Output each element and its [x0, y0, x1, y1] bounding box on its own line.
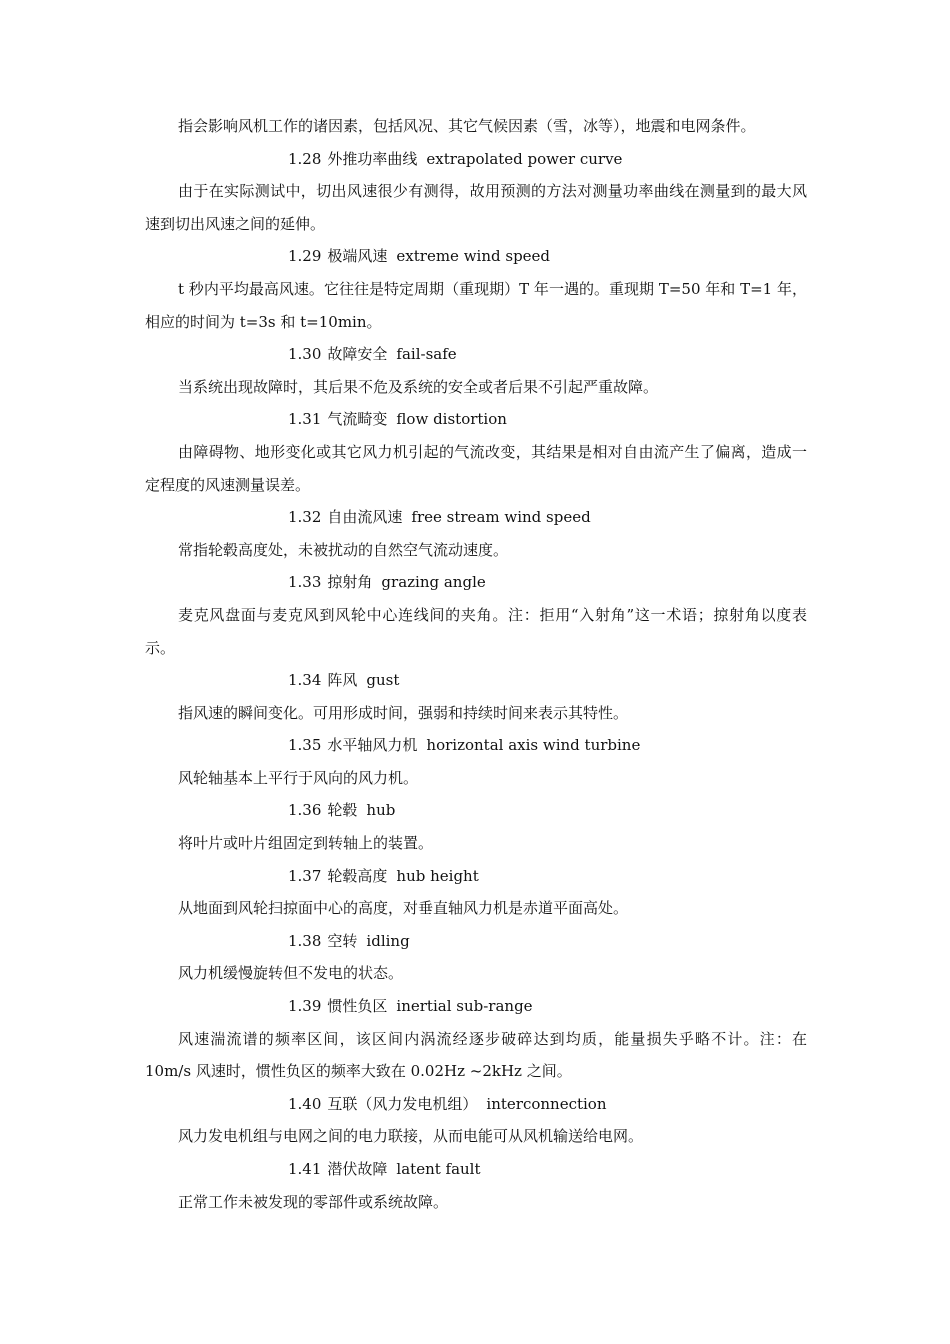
term-chinese: 水平轴风力机: [327, 736, 418, 755]
term-number: 1.37: [288, 866, 322, 885]
term-number: 1.29: [288, 247, 322, 266]
term-number: 1.33: [288, 573, 322, 592]
glossary-term: [145, 501, 807, 534]
term-chinese: 外推功率曲线: [327, 149, 418, 168]
term-chinese: 轮毂高度: [327, 866, 388, 885]
term-definition: 将叶片或叶片组固定到转轴上的装置。: [178, 834, 434, 853]
term-english: flow distortion: [396, 410, 507, 429]
term-definition: t 秒内平均最高风速。它往往是特定周期（重现期）T 年一遇的。重现期 T=50 年和 T=1 年，相应的时间为 t=3s 和 t=10min。: [145, 279, 807, 331]
glossary-term: [145, 338, 807, 371]
glossary-term: [145, 729, 807, 762]
glossary-term: [145, 664, 807, 697]
term-english: gust: [366, 671, 400, 690]
term-number: 1.28: [288, 149, 322, 168]
glossary-entries: [145, 143, 807, 1219]
glossary-term: [145, 1153, 807, 1186]
term-english: inertial sub-range: [396, 997, 533, 1016]
term-number: 1.30: [288, 345, 322, 364]
glossary-term: [145, 1088, 807, 1121]
glossary-term: [145, 794, 807, 827]
term-chinese: 极端风速: [327, 247, 388, 266]
term-chinese: 掠射角: [327, 573, 373, 592]
term-english: extreme wind speed: [396, 247, 551, 266]
term-number: 1.34: [288, 671, 322, 690]
term-english: grazing angle: [381, 573, 486, 592]
term-number: 1.35: [288, 736, 322, 755]
term-english: hub: [366, 801, 396, 820]
term-definition: 风轮轴基本上平行于风向的风力机。: [178, 768, 419, 787]
term-chinese: 自由流风速: [327, 508, 403, 527]
term-definition: 麦克风盘面与麦克风到风轮中心连线间的夹角。注：拒用“入射角”这一术语；掠射角以度表示。: [145, 605, 807, 657]
term-definition: 由于在实际测试中，切出风速很少有测得，故用预测的方法对测量功率曲线在测量到的最大风速到切出风速之间的延伸。: [145, 182, 807, 233]
term-english: horizontal axis wind turbine: [426, 736, 641, 755]
glossary-term: [145, 143, 807, 176]
term-english: extrapolated power curve: [426, 149, 623, 168]
term-english: free stream wind speed: [411, 508, 591, 527]
term-english: latent fault: [396, 1160, 481, 1178]
term-definition: 当系统出现故障时，其后果不危及系统的安全或者后果不引起严重故障。: [178, 377, 659, 396]
term-number: 1.41: [288, 1160, 322, 1178]
term-english: fail-safe: [396, 345, 457, 364]
term-chinese: 故障安全: [327, 345, 388, 364]
term-chinese: 惯性负区: [327, 997, 388, 1016]
term-number: 1.39: [288, 997, 322, 1016]
intro-paragraph: 指会影响风机工作的诸因素，包括风况、其它气候因素（雪，冰等），地震和电网条件。: [178, 117, 756, 135]
term-definition: 正常工作未被发现的零部件或系统故障。: [178, 1192, 449, 1211]
document-body: [145, 110, 807, 1218]
term-definition: 风力机缓慢旋转但不发电的状态。: [178, 964, 404, 983]
term-english: idling: [366, 931, 410, 950]
term-number: 1.36: [288, 801, 322, 820]
term-definition: 指风速的瞬间变化。可用形成时间，强弱和持续时间来表示其特性。: [178, 703, 629, 722]
glossary-term: [145, 990, 807, 1023]
term-definition: 风速湍流谱的频率区间，该区间内涡流经逐步破碎达到均质，能量损失乎略不计。注：在 10m/s 风速时，惯性负区的频率大致在 0.02Hz ~2kHz 之间。: [145, 1029, 807, 1081]
glossary-term: [145, 403, 807, 436]
term-chinese: 轮毂: [327, 801, 358, 820]
term-chinese: 阵风: [327, 671, 358, 690]
term-number: 1.38: [288, 931, 322, 950]
glossary-term: [145, 566, 807, 599]
term-number: 1.40: [288, 1094, 322, 1113]
term-chinese: 潜伏故障: [327, 1160, 388, 1178]
term-number: 1.32: [288, 508, 322, 527]
term-english: hub height: [396, 866, 479, 885]
glossary-term: [145, 240, 807, 273]
term-english: interconnection: [486, 1094, 607, 1113]
term-definition: 从地面到风轮扫掠面中心的高度，对垂直轴风力机是赤道平面高处。: [178, 899, 629, 918]
glossary-term: [145, 925, 807, 958]
term-chinese: 空转: [327, 931, 358, 950]
term-chinese: 气流畸变: [327, 410, 388, 429]
term-definition: 由障碍物、地形变化或其它风力机引起的气流改变，其结果是相对自由流产生了偏离，造成一定程度的风速测量误差。: [145, 442, 807, 494]
term-number: 1.31: [288, 410, 322, 429]
term-definition: 常指轮毂高度处，未被扰动的自然空气流动速度。: [178, 540, 509, 559]
glossary-term: [145, 860, 807, 893]
term-definition: 风力发电机组与电网之间的电力联接，从而电能可从风机输送给电网。: [178, 1127, 644, 1146]
term-chinese: 互联（风力发电机组）: [327, 1094, 478, 1113]
